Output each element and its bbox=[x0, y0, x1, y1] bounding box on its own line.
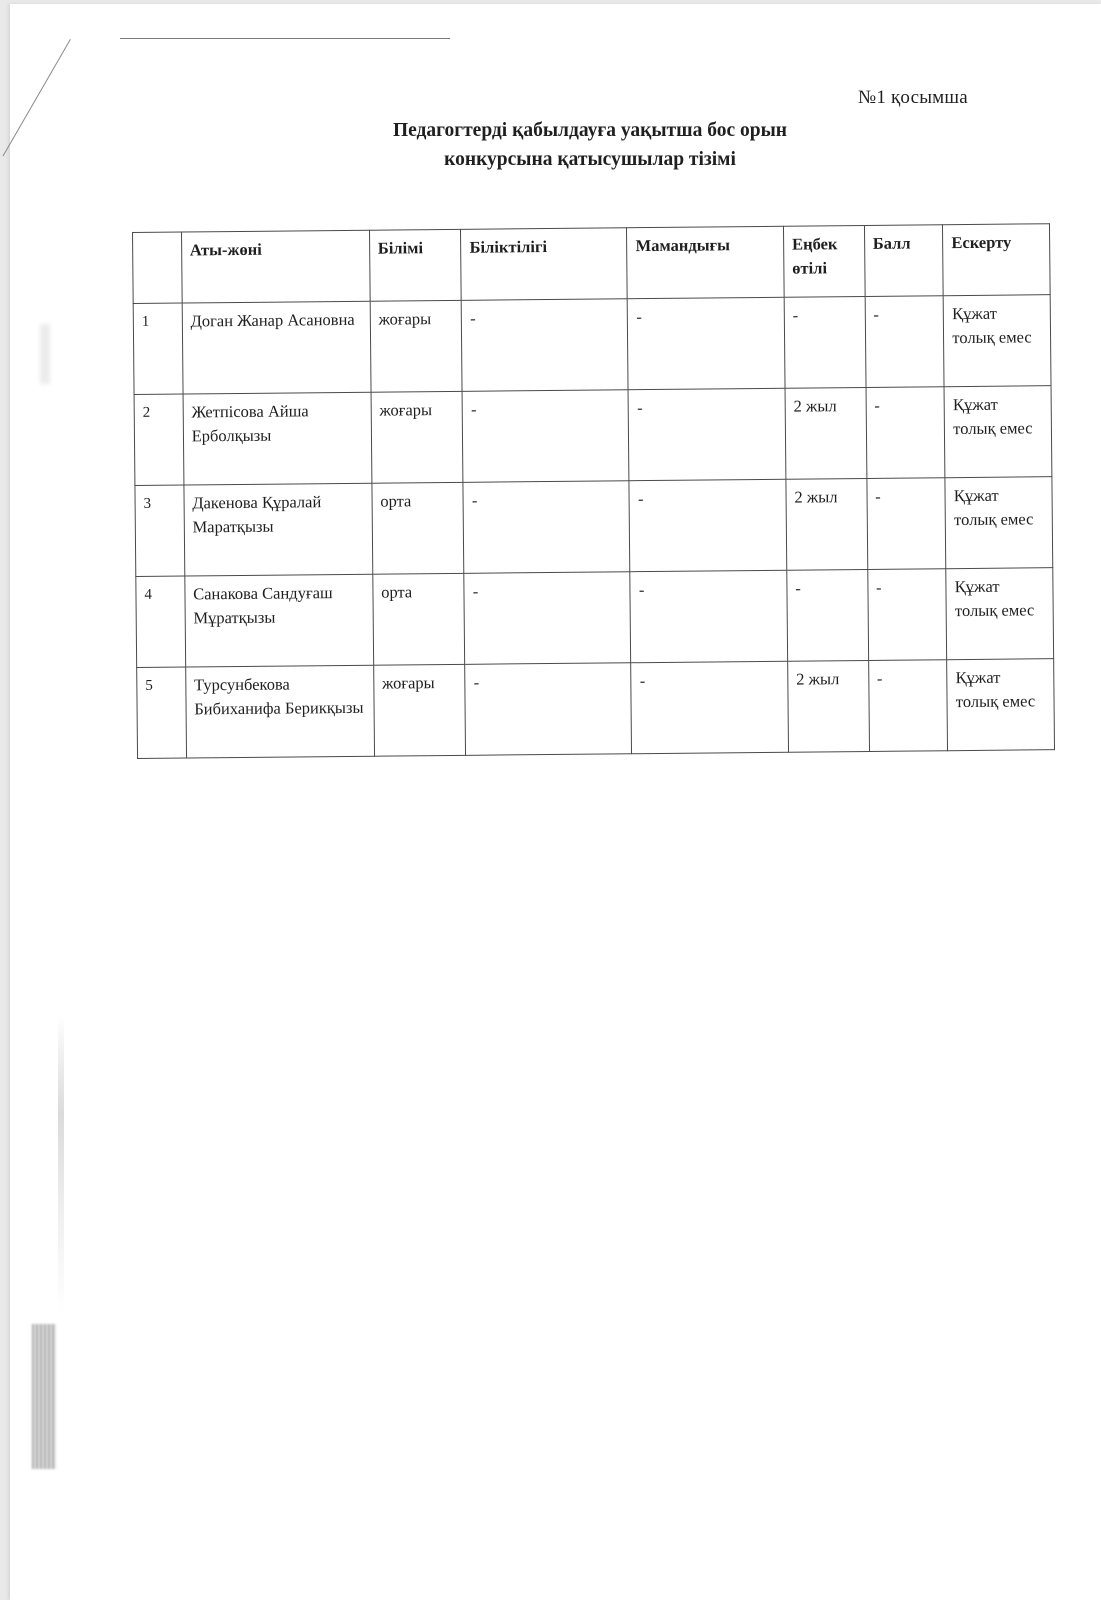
header-note: Ескерту bbox=[943, 224, 1050, 296]
table-row bbox=[135, 477, 1053, 577]
participant-qualification: - bbox=[462, 299, 629, 392]
participant-score: - bbox=[868, 660, 948, 752]
participant-education: жоғары bbox=[370, 300, 463, 392]
header-name: Аты-жөні bbox=[181, 230, 370, 303]
document-title bbox=[350, 116, 830, 174]
header-score: Балл bbox=[864, 225, 943, 297]
annex-label: №1 қосымша bbox=[858, 87, 968, 108]
participant-experience: 2 жыл bbox=[788, 660, 870, 752]
participant-experience: 2 жыл bbox=[785, 387, 867, 479]
scan-smudge bbox=[32, 1324, 56, 1469]
participant-note: Құжат толық емес bbox=[944, 386, 1052, 478]
participant-experience: - bbox=[787, 569, 869, 661]
participant-specialty: - bbox=[628, 297, 785, 389]
participant-qualification: - bbox=[462, 390, 629, 483]
header-num bbox=[133, 232, 182, 303]
participants-table bbox=[132, 223, 1055, 759]
participant-name: Жетпісова Айша Ерболқызы bbox=[183, 392, 372, 485]
participant-qualification: - bbox=[464, 572, 631, 665]
participant-education: орта bbox=[372, 482, 465, 574]
participant-note: Құжат толық емес bbox=[946, 568, 1054, 660]
participant-name: Санакова Сандуғаш Мұратқызы bbox=[184, 574, 373, 667]
participant-education: орта bbox=[372, 573, 465, 665]
participant-education: жоғары bbox=[373, 664, 466, 756]
row-number: 5 bbox=[137, 667, 187, 758]
table-row bbox=[134, 386, 1052, 486]
participant-experience: 2 жыл bbox=[786, 478, 868, 570]
participant-education: жоғары bbox=[371, 391, 464, 483]
participant-specialty: - bbox=[629, 479, 786, 571]
header-experience: Еңбек өтілі bbox=[783, 225, 864, 297]
participant-note: Құжат толық емес bbox=[943, 295, 1051, 387]
row-number: 3 bbox=[135, 485, 185, 576]
participant-name: Дакенова Құралай Маратқызы bbox=[184, 483, 373, 576]
participant-qualification: - bbox=[463, 481, 630, 574]
participant-score: - bbox=[867, 569, 947, 661]
row-number: 4 bbox=[136, 576, 186, 667]
fold-mark bbox=[120, 38, 450, 39]
row-number: 2 bbox=[134, 394, 184, 485]
table-header-row bbox=[133, 224, 1051, 304]
participant-specialty: - bbox=[630, 570, 787, 662]
participant-name: Турсунбекова Бибиханифа Берикқызы bbox=[185, 665, 374, 758]
scan-smudge bbox=[40, 324, 50, 384]
header-education: Білімі bbox=[369, 229, 461, 301]
table-row bbox=[136, 568, 1054, 668]
title-line-2: конкурсына қатысушылар тізімі bbox=[444, 149, 736, 170]
header-qualification: Біліктілігі bbox=[461, 228, 628, 301]
participant-score: - bbox=[866, 387, 946, 479]
participant-note: Құжат толық емес bbox=[945, 477, 1053, 569]
fold-mark-diagonal bbox=[3, 39, 71, 156]
participant-specialty: - bbox=[629, 388, 786, 480]
participant-score: - bbox=[867, 478, 947, 570]
participant-name: Доган Жанар Асановна bbox=[182, 301, 371, 394]
participant-specialty: - bbox=[631, 661, 788, 753]
row-number: 1 bbox=[133, 303, 183, 394]
table-row bbox=[133, 295, 1051, 395]
title-line-1: Педагогтерді қабылдауға уақытша бос орын bbox=[392, 120, 788, 141]
scan-smudge bbox=[58, 1014, 64, 1314]
participant-experience: - bbox=[784, 296, 866, 388]
participant-note: Құжат толық емес bbox=[947, 659, 1055, 751]
participant-score: - bbox=[865, 296, 945, 388]
participant-qualification: - bbox=[465, 663, 632, 756]
header-specialty: Мамандығы bbox=[627, 226, 784, 298]
table-row bbox=[137, 659, 1055, 759]
